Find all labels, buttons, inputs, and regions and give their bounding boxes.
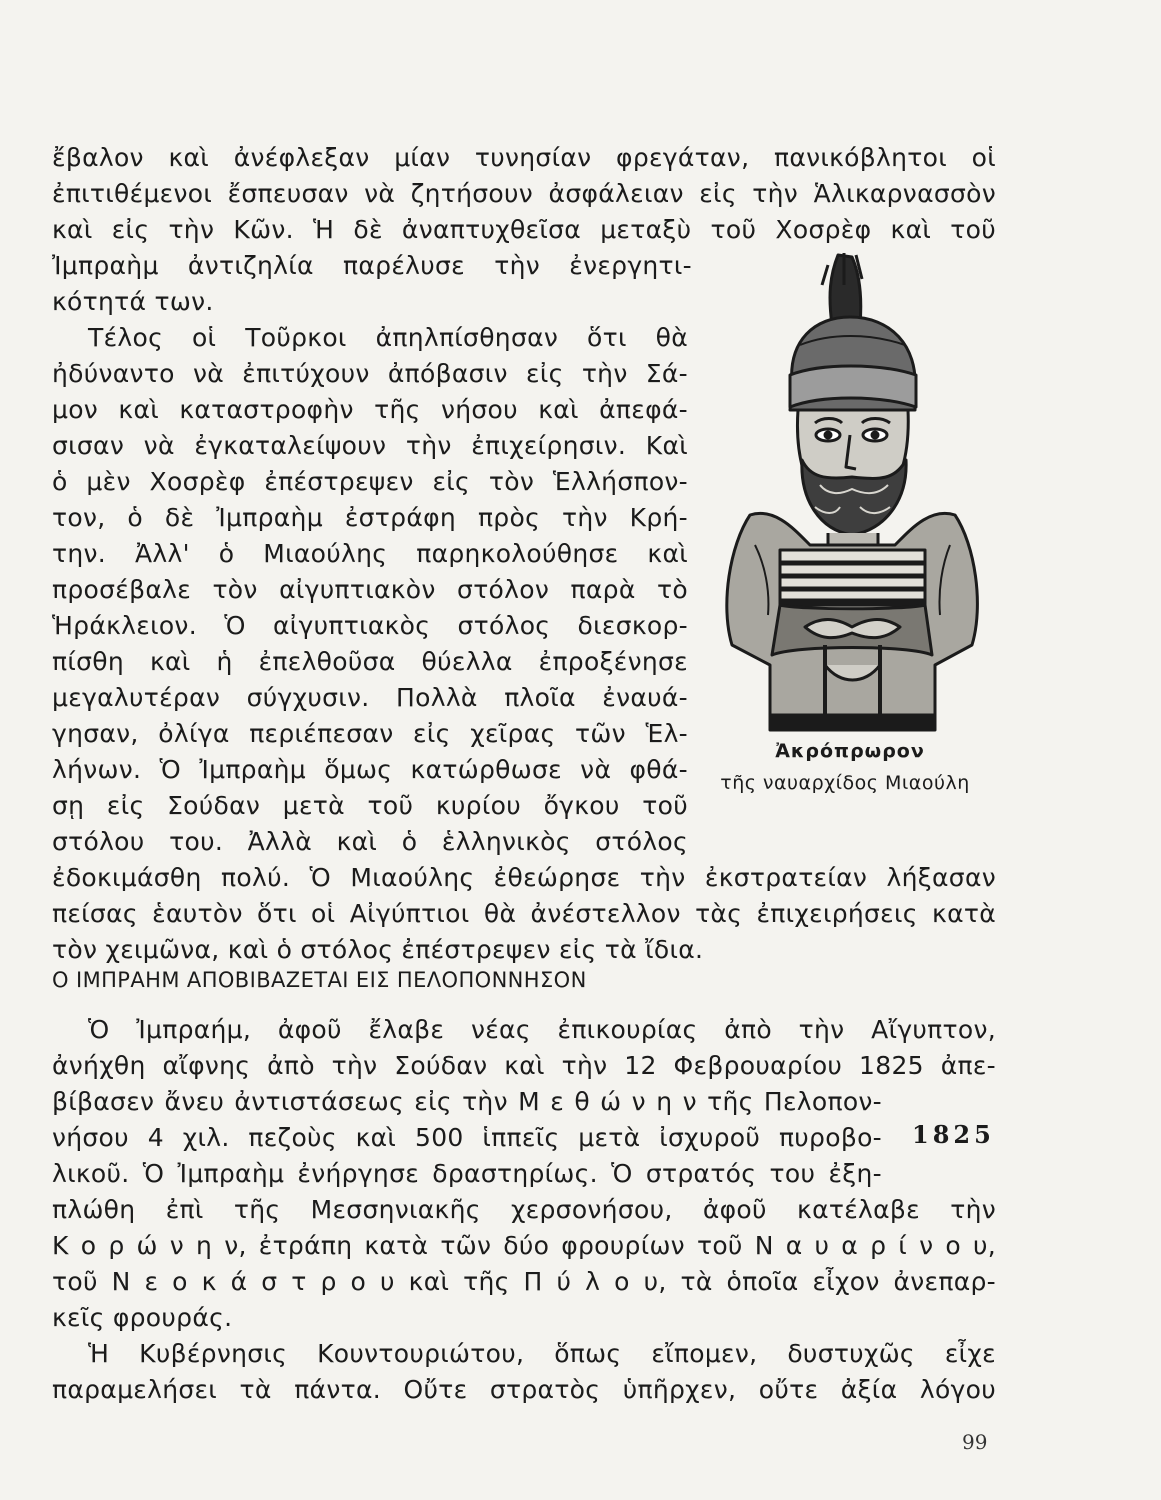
text-line: νήσου 4 χιλ. πεζοὺς καὶ 500 ἱππεῖς μετὰ ἰσχυροῦ πυροβο- [52,1123,882,1152]
text-line: Ἡ Κυβέρνησις Κουντουριώτου, ὅπως εἴπομεν, δυστυχῶς εἶχε [88,1339,996,1368]
margin-year: 1825 [912,1120,995,1149]
text-line: παραμελήσει τὰ πάντα. Οὔτε στρατὸς ὑπῆρχεν, οὔτε ἀξία λόγου [52,1375,996,1404]
text-line: την. Ἀλλ' ὁ Μιαούλης παρηκολούθησε καὶ [52,539,688,568]
text-line: ἠδύναντο νὰ ἐπιτύχουν ἀπόβασιν εἰς τὴν Σά- [52,359,688,388]
text-line: λήνων. Ὁ Ἰμπραὴμ ὅμως κατώρθωσε νὰ φθά- [52,755,688,784]
text-line: ἀνήχθη αἴφνης ἀπὸ τὴν Σούδαν καὶ τὴν 12 Φεβρουαρίου 1825 ἀπε- [52,1051,996,1080]
text-line: πίσθη καὶ ἡ ἐπελθοῦσα θύελλα ἐπροξένησε [52,647,688,676]
text-line: κεῖς φρουράς. [52,1303,233,1332]
text-line: τον, ὁ δὲ Ἰμπραὴμ ἐστράφη πρὸς τὴν Κρή- [52,503,688,532]
text-line: Ὁ Ἰμπραήμ, ἀφοῦ ἔλαβε νέας ἐπικουρίας ἀπὸ τὴν Αἴγυπτον, [88,1015,996,1044]
text-line: σῃ εἰς Σούδαν μετὰ τοῦ κυρίου ὄγκου τοῦ [52,791,688,820]
text-line: σισαν νὰ ἐγκαταλείψουν τὴν ἐπιχείρησιν. Καὶ [52,431,688,460]
text-line: τὸν χειμῶνα, καὶ ὁ στόλος ἐπέστρεψεν εἰς τὰ ἴδια. [52,935,704,964]
text-line: προσέβαλε τὸν αἰγυπτιακὸν στόλον παρὰ τὸ [52,575,688,604]
figure-caption-title: Ἀκρόπρωρον [775,740,925,762]
text-line: λικοῦ. Ὁ Ἰμπραὴμ ἐνήργησε δραστηρίως. Ὁ στρατός του ἐξη- [52,1159,882,1188]
text-line: βίβασεν ἄνευ ἀντιστάσεως εἰς τὴν Μ ε θ ώ ν η ν τῆς Πελοπον- [52,1087,882,1116]
text-line: ἐδοκιμάσθη πολύ. Ὁ Μιαούλης ἐθεώρησε τὴν ἐκστρατείαν λήξασαν [52,863,996,892]
text-line: πείσας ἑαυτὸν ὅτι οἱ Αἰγύπτιοι θὰ ἀνέστελλον τὰς ἐπιχειρήσεις κατὰ [52,899,996,928]
text-line: τοῦ Ν ε ο κ ά σ τ ρ ο υ καὶ τῆς Π ύ λ ο υ, τὰ ὁποῖα εἶχον ἀνεπαρ- [52,1267,996,1296]
text-line: ἐπιτιθέμενοι ἔσπευσαν νὰ ζητήσουν ἀσφάλειαν εἰς τὴν Ἁλικαρνασσὸν [52,179,996,208]
text-line: Ἰμπραὴμ ἀντιζηλία παρέλυσε τὴν ἐνεργητι- [52,251,692,280]
text-line: Ἡράκλειον. Ὁ αἰγυπτιακὸς στόλος διεσκορ- [52,611,688,640]
text-line: ὁ μὲν Χοσρὲφ ἐπέστρεψεν εἰς τὸν Ἑλλήσπον- [52,467,688,496]
text-line: Κ ο ρ ώ ν η ν, ἐτράπη κατὰ τῶν δύο φρουρίων τοῦ Ν α υ α ρ ί ν ο υ, [52,1231,996,1260]
text-line: πλώθη ἐπὶ τῆς Μεσσηνιακῆς χερσονήσου, ἀφοῦ κατέλαβε τὴν [52,1195,996,1224]
text-line: ἔβαλον καὶ ἀνέφλεξαν μίαν τυνησίαν φρεγάταν, πανικόβλητοι οἱ [52,143,996,172]
text-line: στόλου του. Ἀλλὰ καὶ ὁ ἑλληνικὸς στόλος [52,827,688,856]
text-line: καὶ εἰς τὴν Κῶν. Ἡ δὲ ἀναπτυχθεῖσα μεταξὺ τοῦ Χοσρὲφ καὶ τοῦ [52,215,996,244]
figure-caption-subtitle: τῆς ναυαρχίδος Μιαούλη [720,772,970,794]
text-line: κότητά των. [52,287,214,316]
page-number: 99 [962,1430,988,1454]
bust-drawing [710,245,1000,745]
text-line: γησαν, ὀλίγα περιέπεσαν εἰς χεῖρας τῶν Ἑλ- [52,719,688,748]
text-line: μον καὶ καταστροφὴν τῆς νήσου καὶ ἀπεφά- [52,395,688,424]
text-line: Τέλος οἱ Τοῦρκοι ἀπηλπίσθησαν ὅτι θὰ [88,323,688,352]
text-line: μεγαλυτέραν σύγχυσιν. Πολλὰ πλοῖα ἐναυά- [52,683,688,712]
section-heading: Ο ΙΜΠΡΑΗΜ ΑΠΟΒΙΒΑΖΕΤΑΙ ΕΙΣ ΠΕΛΟΠΟΝΝΗΣΟΝ [52,968,587,992]
figurehead-illustration [710,245,1000,745]
